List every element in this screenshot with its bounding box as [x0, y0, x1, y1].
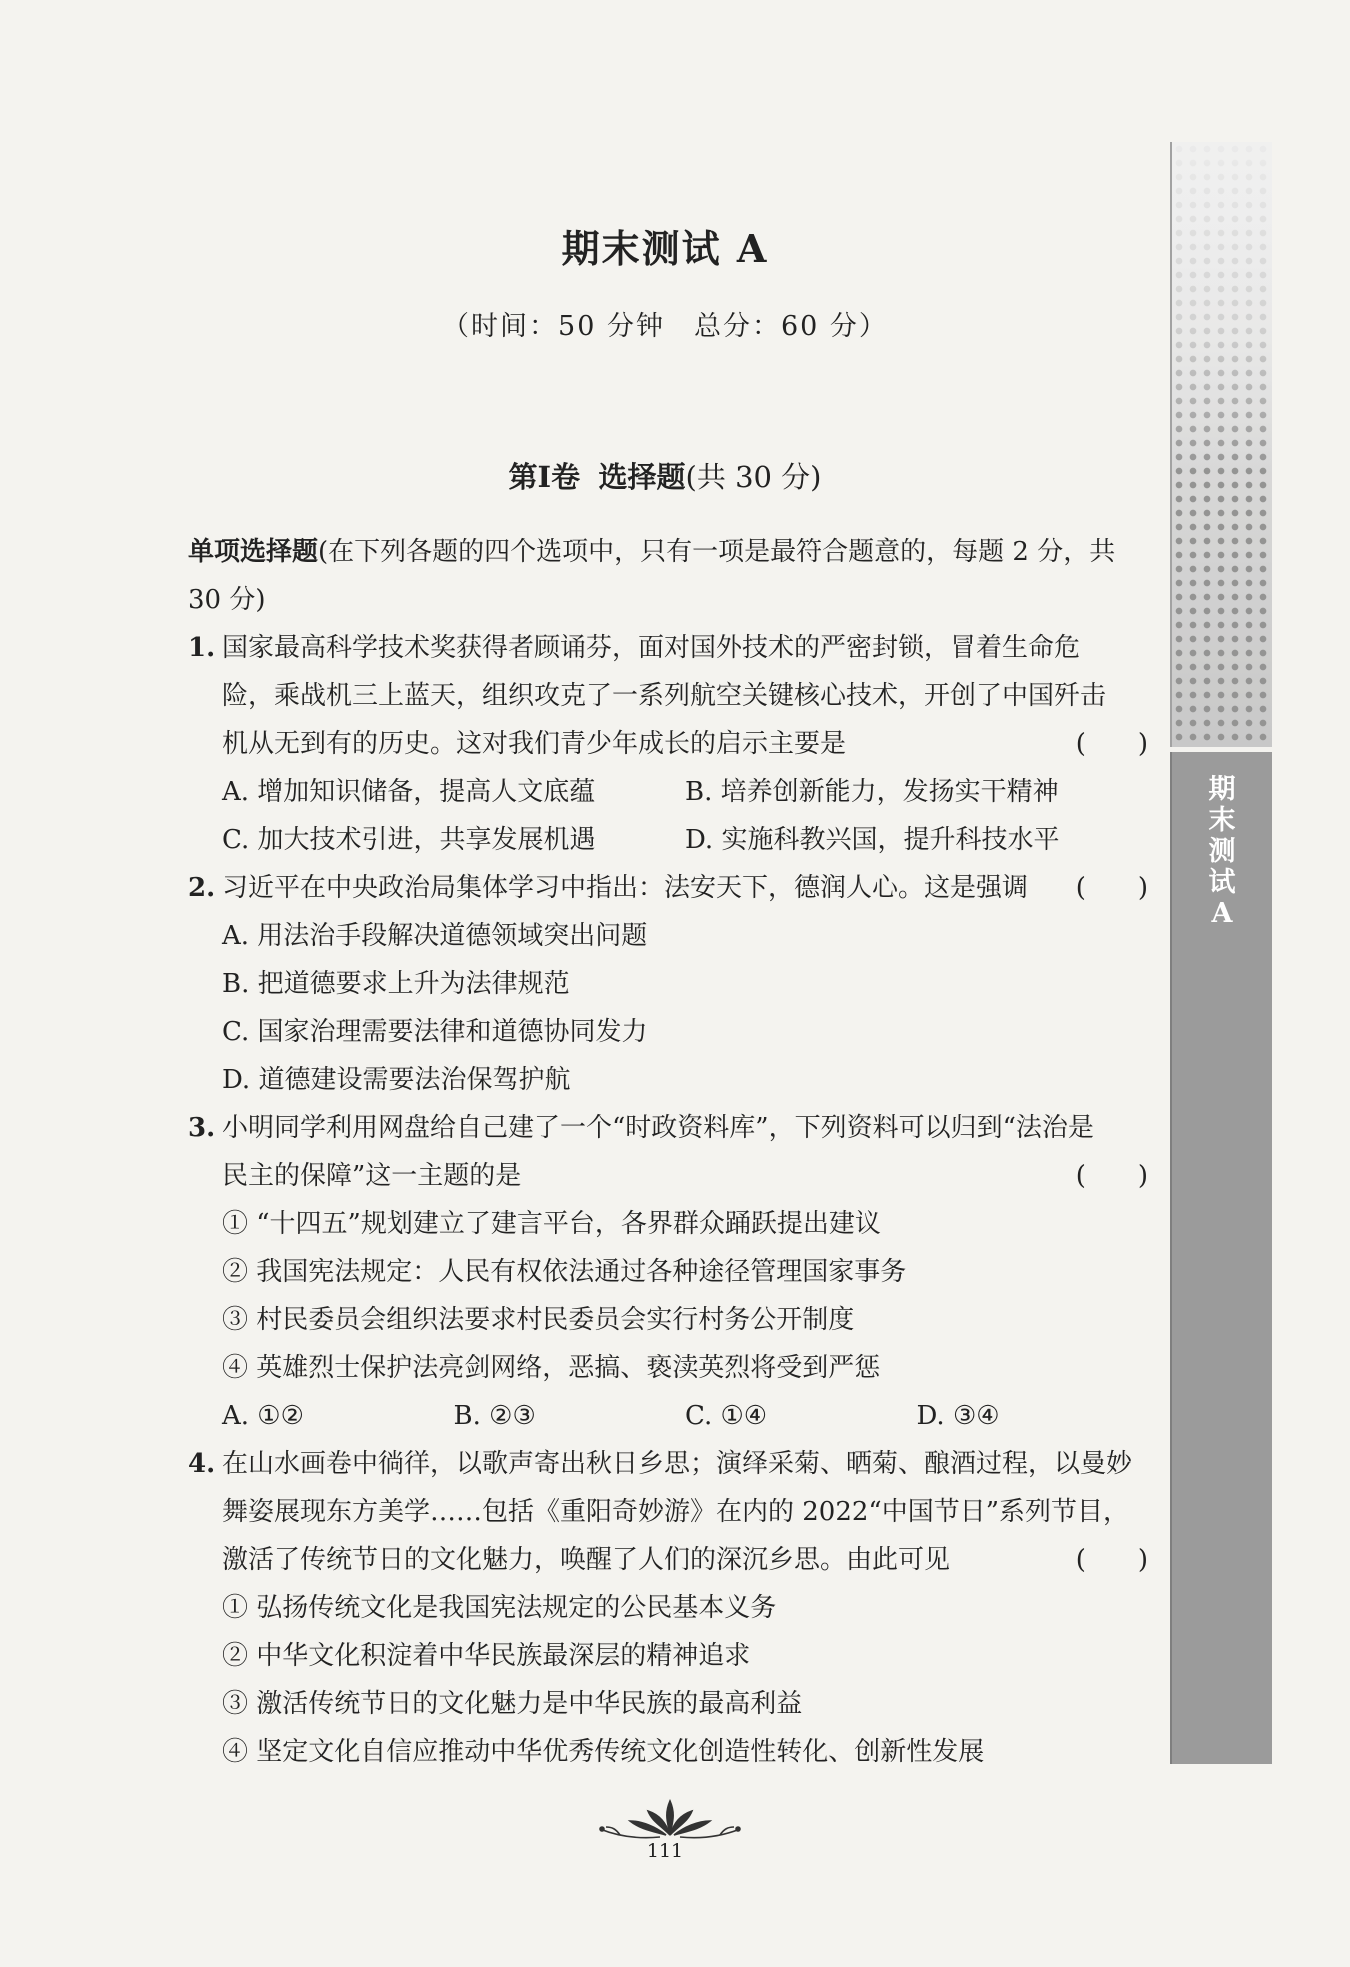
question-text: 舞姿展现东方美学……包括《重阳奇妙游》在内的 2022“中国节日”系列节目， [222, 1497, 1130, 1527]
side-tab [1170, 752, 1272, 1764]
option-row [188, 1392, 1148, 1440]
question-text: 民主的保障”这一主题的是 [222, 1161, 522, 1191]
question-line [188, 720, 1148, 768]
option: B. ②③ [453, 1401, 536, 1431]
statement: ② 中华文化积淀着中华民族最深层的精神追求 [222, 1641, 751, 1671]
statement: ① 弘扬传统文化是我国宪法规定的公民基本义务 [222, 1593, 777, 1623]
statement: ③ 激活传统节日的文化魅力是中华民族的最高利益 [222, 1689, 803, 1719]
question-text: 小明同学利用网盘给自己建了一个“时政资料库”，下列资料可以归到“法治是 [222, 1113, 1094, 1143]
question-line [188, 624, 1148, 672]
question-line [188, 1488, 1148, 1536]
question-number: 3. [188, 1113, 216, 1143]
question-number: 2. [188, 873, 216, 903]
side-tab-char: 期 [1208, 774, 1236, 805]
floral-ornament-icon [590, 1795, 750, 1841]
option: A. 增加知识储备，提高人文底蕴 [222, 777, 596, 807]
question-line [188, 864, 1148, 912]
option: C. 国家治理需要法律和道德协同发力 [222, 1017, 648, 1047]
page-number: 111 [646, 1840, 684, 1862]
section-part: 第Ⅰ卷 [508, 460, 581, 494]
question-text: 激活了传统节日的文化魅力，唤醒了人们的深沉乡思。由此可见 [222, 1545, 951, 1575]
option: D. ③④ [916, 1401, 1000, 1431]
statement: ② 我国宪法规定：人民有权依法通过各种途径管理国家事务 [222, 1257, 907, 1287]
side-tab-char: A [1211, 898, 1233, 929]
question-text: 习近平在中央政治局集体学习中指出：法安天下，德润人心。这是强调 [222, 873, 1029, 903]
option-row [188, 768, 1148, 816]
instruction-cont: 30 分) [188, 585, 266, 615]
answer-blank: ( ) [1075, 873, 1148, 903]
side-tab-label [1172, 774, 1272, 929]
option: B. 培养创新能力，发扬实干精神 [685, 777, 1059, 807]
side-tab-char: 测 [1208, 836, 1236, 867]
question-line [188, 1104, 1148, 1152]
question-text: 机从无到有的历史。这对我们青少年成长的启示主要是 [222, 729, 847, 759]
question-line [188, 1440, 1148, 1488]
option: D. 实施科教兴国，提升科技水平 [685, 825, 1060, 855]
option-row [188, 816, 1148, 864]
option: D. 道德建设需要法治保驾护航 [222, 1065, 571, 1095]
answer-blank: ( ) [1075, 1161, 1148, 1191]
statement: ④ 英雄烈士保护法亮剑网络，恶搞、亵渎英烈将受到严惩 [222, 1353, 881, 1383]
instruction-label: 单项选择题 [188, 537, 319, 567]
question-line [188, 1152, 1148, 1200]
answer-blank: ( ) [1075, 729, 1148, 759]
section-name: 选择题 [598, 460, 686, 494]
option: B. 把道德要求上升为法律规范 [222, 969, 570, 999]
statement: ① “十四五”规划建立了建言平台，各界群众踊跃提出建议 [222, 1209, 881, 1239]
instruction-text: (在下列各题的四个选项中，只有一项是最符合题意的，每题 2 分，共 [318, 537, 1116, 567]
side-tab-char: 末 [1208, 805, 1236, 836]
question-number: 4. [188, 1449, 216, 1479]
option: A. ①② [222, 1401, 304, 1431]
side-tab-char: 试 [1208, 867, 1236, 898]
question-text: 险，乘战机三上蓝天，组织攻克了一系列航空关键核心技术，开创了中国歼击 [222, 681, 1107, 711]
page-title: 期末测试 A [561, 226, 769, 271]
section-heading [0, 455, 1330, 496]
option: C. 加大技术引进，共享发展机遇 [222, 825, 596, 855]
question-text: 国家最高科学技术奖获得者顾诵芬，面对国外技术的严密封锁，冒着生命危 [222, 633, 1081, 663]
question-text: 在山水画卷中徜徉，以歌声寄出秋日乡思；演绎采菊、晒菊、酿酒过程，以曼妙 [222, 1449, 1133, 1479]
statement: ③ 村民委员会组织法要求村民委员会实行村务公开制度 [222, 1305, 855, 1335]
section-score: (共 30 分) [685, 460, 822, 494]
option: C. ①④ [685, 1401, 768, 1431]
statement: ④ 坚定文化自信应推动中华优秀传统文化创造性转化、创新性发展 [222, 1737, 985, 1767]
page-subtitle: （时间：50 分钟 总分：60 分） [442, 311, 888, 342]
question-number: 1. [188, 633, 216, 663]
question-line [188, 672, 1148, 720]
option: A. 用法治手段解决道德领域突出问题 [222, 921, 648, 951]
question-list [188, 528, 1148, 1776]
answer-blank: ( ) [1075, 1545, 1148, 1575]
question-line [188, 1536, 1148, 1584]
instruction [188, 528, 1148, 576]
